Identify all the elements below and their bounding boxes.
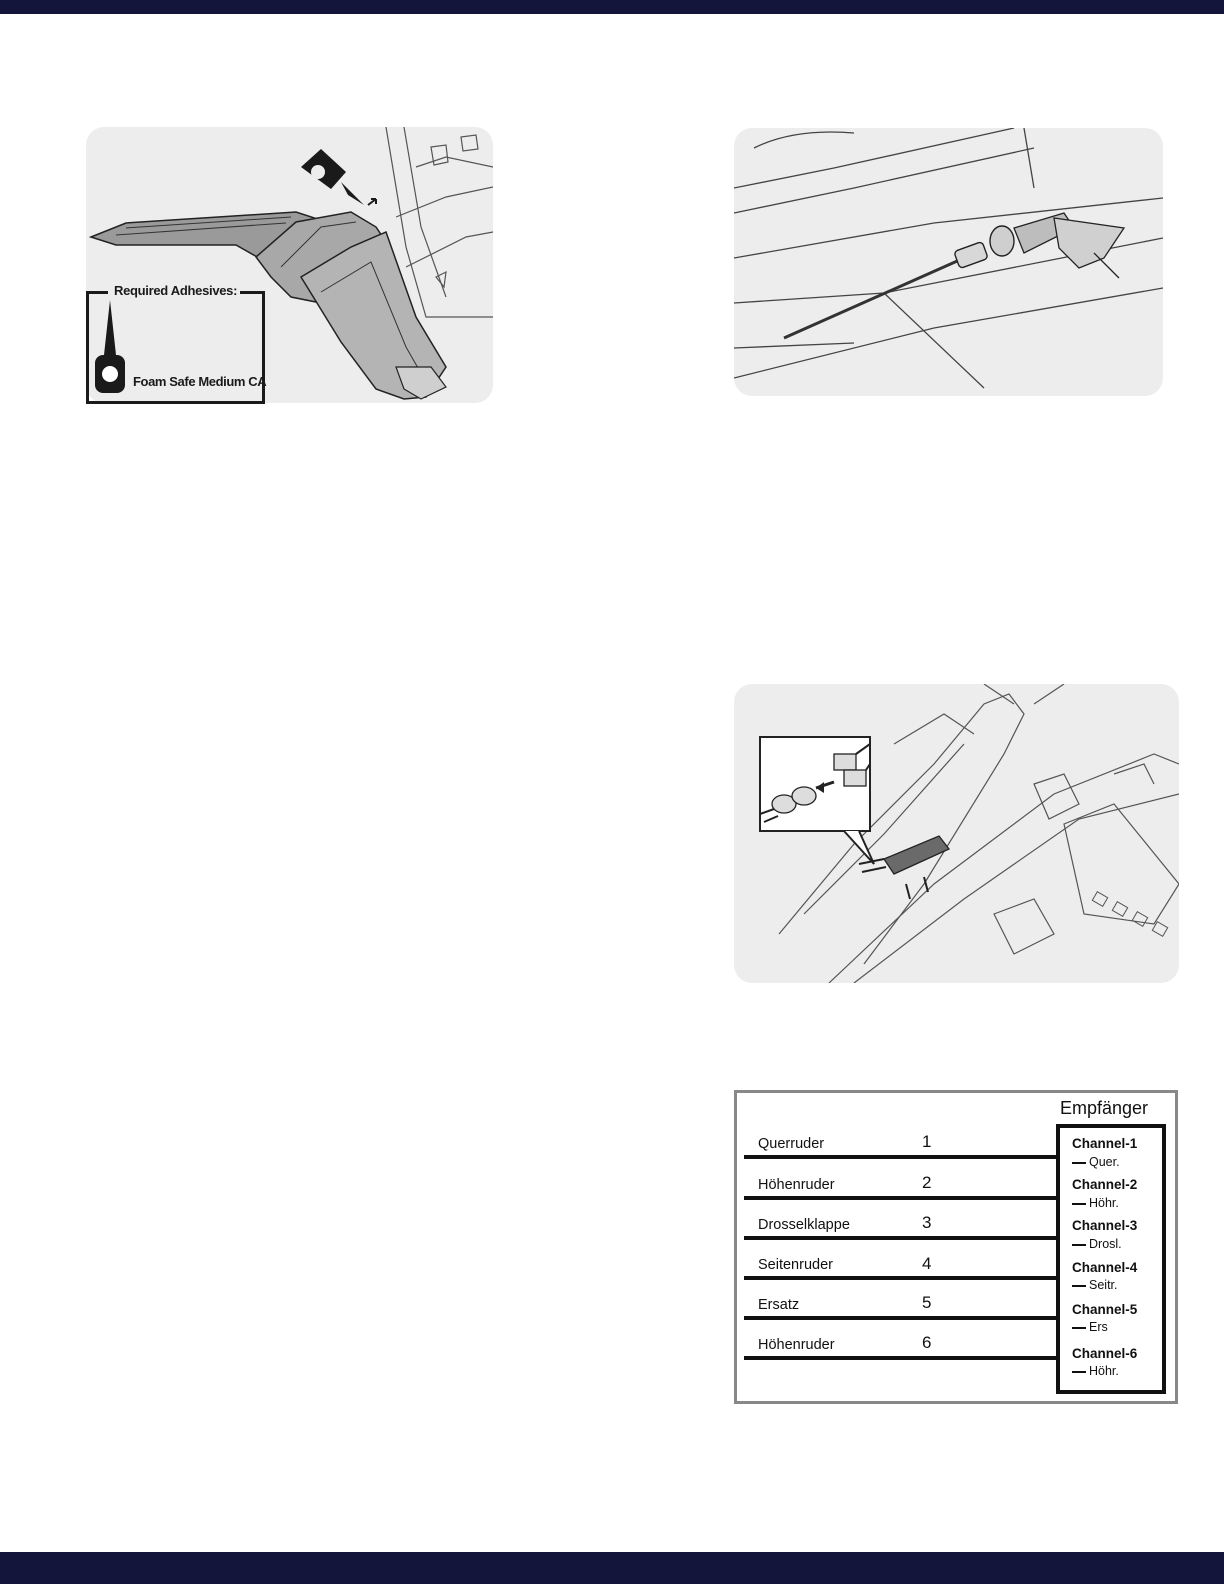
servo-lead-line <box>744 1236 1058 1240</box>
channel-label: Channel-6 <box>1072 1346 1138 1361</box>
channel-abbreviation: Ers <box>1072 1320 1108 1334</box>
adhesive-product-label: Foam Safe Medium CA <box>133 374 267 389</box>
control-rod-drawing <box>734 128 1163 396</box>
control-rod-illustration <box>734 128 1163 396</box>
servo-lead-line <box>744 1155 1058 1159</box>
receiver-title: Empfänger <box>1060 1098 1149 1118</box>
servo-label: Höhenruder <box>758 1177 835 1193</box>
adhesive-box-border <box>238 291 262 294</box>
servo-number: 2 <box>922 1173 932 1192</box>
channel-abbreviation: Drosl. <box>1072 1237 1122 1251</box>
servo-number: 4 <box>922 1254 932 1273</box>
channel-label: Channel-2 <box>1072 1177 1138 1192</box>
battery-installation-drawing <box>734 684 1179 983</box>
channel-label: Channel-4 <box>1072 1260 1138 1275</box>
battery-installation-illustration <box>734 684 1179 983</box>
channel-label: Channel-1 <box>1072 1136 1138 1151</box>
servo-number: 5 <box>922 1293 932 1312</box>
servo-lead-line <box>744 1276 1058 1280</box>
channel-label: Channel-3 <box>1072 1218 1138 1233</box>
channel-abbreviation: Höhr. <box>1072 1364 1119 1378</box>
servo-lead-line <box>744 1196 1058 1200</box>
servo-number: 1 <box>922 1132 932 1151</box>
required-adhesives-title: Required Adhesives: <box>111 283 240 298</box>
servo-label: Querruder <box>758 1136 825 1152</box>
servo-label: Seitenruder <box>758 1257 833 1273</box>
header-bar <box>0 0 1224 14</box>
channel-abbreviation: Höhr. <box>1072 1196 1119 1210</box>
servo-label: Ersatz <box>758 1297 800 1313</box>
servo-number: 6 <box>922 1333 932 1352</box>
glue-bottle-icon <box>301 149 376 205</box>
servo-label: Höhenruder <box>758 1337 835 1353</box>
servo-lead-line <box>744 1316 1058 1320</box>
channel-abbreviation: Quer. <box>1072 1155 1120 1169</box>
adhesive-box-border <box>86 291 108 294</box>
ca-glue-bottle-icon <box>90 300 130 395</box>
footer-bar <box>0 1552 1224 1584</box>
servo-label: Drosselklappe <box>758 1217 850 1233</box>
servo-lead-line <box>744 1356 1058 1360</box>
servo-number: 3 <box>922 1213 932 1232</box>
channel-abbreviation: Seitr. <box>1072 1278 1118 1292</box>
channel-label: Channel-5 <box>1072 1302 1138 1317</box>
